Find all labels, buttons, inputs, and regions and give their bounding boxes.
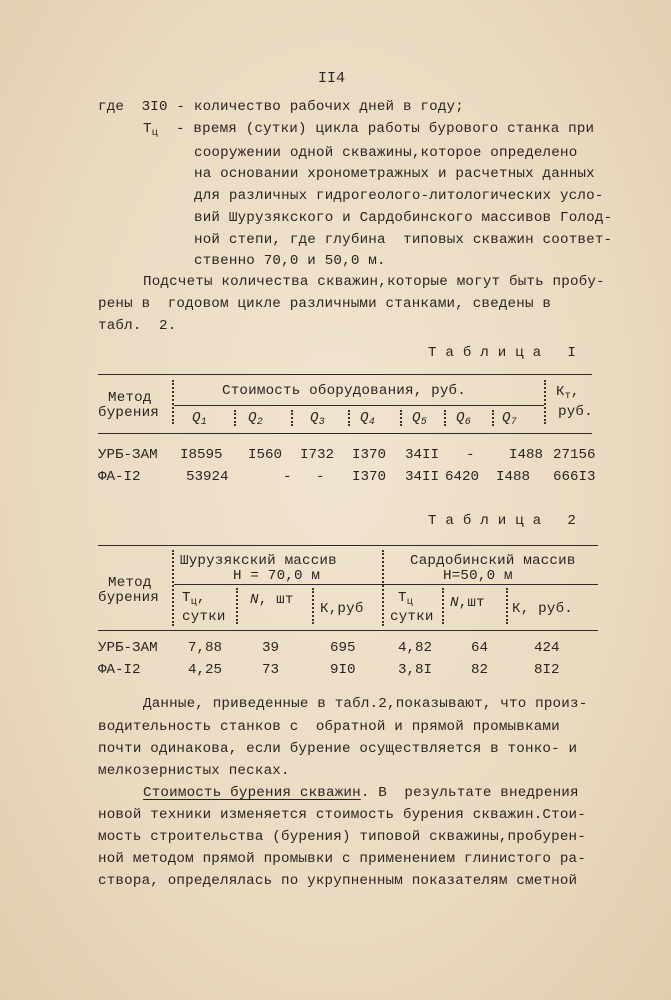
table1-row1-kt: 27156 xyxy=(553,447,596,463)
table2-sub-n2: N,шт xyxy=(450,595,485,611)
table2-row1-n1: 39 xyxy=(262,640,280,656)
table1-caption: Т а б л и ц а I xyxy=(428,345,577,361)
table2-header-method-1: Метод xyxy=(108,575,152,591)
table1-sep-kt xyxy=(544,380,546,424)
table1-col-q4: $Q_4$ xyxy=(360,410,375,428)
table2-row1-tc1: 7,88 xyxy=(188,640,223,656)
table2-subheader-rule xyxy=(174,584,598,585)
cost-section-line-4: ной методом прямой промывки с применением глинистого ра- xyxy=(98,851,586,867)
table2-sep-massif xyxy=(382,550,384,626)
table2-massif1-name: Шурузякский массив xyxy=(180,553,337,569)
definition-tc-line-1: - время (сутки) цикла работы бурового станка при xyxy=(176,121,595,137)
table2-sub-tc1: $T_ц$, xyxy=(182,590,206,608)
page-number: II4 xyxy=(318,70,346,87)
definition-days: где 3I0 - количество рабочих дней в году; xyxy=(98,99,464,115)
cost-section-line-1: Стоимость бурения скважин. В результате внедрения xyxy=(143,785,579,801)
table2-caption: Т а б л и ц а 2 xyxy=(428,513,577,529)
table2-row2-n1: 73 xyxy=(262,662,280,678)
table1-row1-q6: - xyxy=(466,447,475,463)
table1-cost-rule xyxy=(174,405,544,406)
table1-row1-q2: I560 xyxy=(248,447,283,463)
table1-col-q3: $Q_3$ xyxy=(310,410,325,428)
table1-row1-q3: I732 xyxy=(300,447,335,463)
table2-row2-method: ФА-I2 xyxy=(98,662,141,678)
table2-row1-k2: 424 xyxy=(534,640,560,656)
conclusion-line-1: Данные, приведенные в табл.2,показывают, что произ- xyxy=(143,696,588,712)
table2-sep-tc2 xyxy=(442,588,444,624)
cost-section-line-3: мость строительства (бурения) типовой скважины,пробурен- xyxy=(98,829,586,845)
table1-col-q1: $Q_1$ xyxy=(192,410,207,428)
definition-tc-line-7: ственно 70,0 и 50,0 м. xyxy=(194,253,386,269)
table1-sep-q1 xyxy=(234,410,236,426)
table1-sep-q6 xyxy=(492,410,494,426)
table2-header-method-2: бурения xyxy=(98,590,159,606)
table2-row1-method: УРБ-ЗАМ xyxy=(98,640,158,656)
table2-row2-n2: 82 xyxy=(471,662,489,678)
table1-row2-kt: 666I3 xyxy=(553,469,596,485)
table2-header-rule xyxy=(98,630,598,631)
table1-row1-method: УРБ-ЗАМ xyxy=(98,447,158,463)
table2-row1-n2: 64 xyxy=(471,640,489,656)
table2-massif2-depth: H=50,0 м xyxy=(443,568,513,584)
table1-row2-q3: - xyxy=(316,469,325,485)
definition-tc-line-3: на основании хронометражных и расчетных данных xyxy=(194,166,595,182)
table1-col-q2: $Q_2$ xyxy=(248,410,263,428)
intro-line-3: табл. 2. xyxy=(98,318,177,334)
definition-tc-line-5: вий Шурузякского и Сардобинского массивов Голод- xyxy=(194,210,613,226)
table2-sub-tc2: $T_ц$ xyxy=(398,590,413,608)
table1-col-q6: $Q_6$ xyxy=(456,410,471,428)
table2-sep-n2 xyxy=(506,588,508,624)
cost-section-line-5: створа, определялась по укрупненным показателям сметной xyxy=(98,873,578,889)
table1-sep-q5 xyxy=(444,410,446,426)
cost-section-line-2: новой техники изменяется стоимость бурения скважин.Стои- xyxy=(98,807,586,823)
table2-row2-k1: 9I0 xyxy=(330,662,356,678)
table2-sep-tc1 xyxy=(236,588,238,624)
definition-tc-line-2: сооружении одной скважины,которое определено xyxy=(194,145,578,161)
table1-sep-q2 xyxy=(291,410,293,426)
intro-line-1: Подсчеты количества скважин,которые могут быть пробу- xyxy=(143,274,605,290)
cost-section-heading: Стоимость бурения скважин xyxy=(143,785,361,801)
table2-massif1-depth: H = 70,0 м xyxy=(233,568,321,584)
table1-row2-q7: I488 xyxy=(496,469,531,485)
table2-row1-tc2: 4,82 xyxy=(398,640,433,656)
table1-row2-q5: 34II xyxy=(405,469,440,485)
table1-row1-q7: I488 xyxy=(509,447,544,463)
table2-row1-k1: 695 xyxy=(330,640,356,656)
table1-header-cost: Стоимость оборудования, руб. xyxy=(222,383,466,399)
table2-sub-k1: К,руб xyxy=(320,601,364,617)
table1-sep-q4 xyxy=(400,410,402,426)
table2-sub-n1: N, шт xyxy=(250,592,294,608)
table1-row1-q5: 34II xyxy=(405,447,440,463)
table2-row2-tc2: 3,8I xyxy=(398,662,433,678)
table1-header-kt-unit: руб. xyxy=(558,404,593,420)
table2-sub-k2: К, руб. xyxy=(512,601,573,617)
table1-header-kt: $К_т$, xyxy=(556,384,580,402)
table1-top-rule xyxy=(98,374,592,375)
table2-sub-tc2-unit: сутки xyxy=(390,609,434,625)
table1-sep-method xyxy=(172,380,174,424)
table1-sep-q3 xyxy=(348,410,350,426)
table1-row1-q4: I370 xyxy=(352,447,387,463)
table1-header-method-1: Метод xyxy=(108,390,152,406)
conclusion-line-2: водительность станков с обратной и прямой промывками xyxy=(98,719,560,735)
table1-col-q5: $Q_5$ xyxy=(412,410,427,428)
table1-header-method-2: бурения xyxy=(98,405,159,421)
intro-line-2: рены в годовом цикле различными станками, сведены в xyxy=(98,296,552,312)
table1-row2-q4: I370 xyxy=(352,469,387,485)
table1-row2-q1: 53924 xyxy=(186,469,229,485)
conclusion-line-4: мелкозернистых песках. xyxy=(98,763,290,779)
table1-row2-q6: 6420 xyxy=(445,469,480,485)
table1-col-q7: $Q_7$ xyxy=(502,410,517,428)
definition-tc-symbol: $T_ц$ xyxy=(143,121,158,139)
table2-row2-k2: 8I2 xyxy=(534,662,560,678)
table2-sep-method xyxy=(172,550,174,626)
table1-header-rule xyxy=(98,433,592,434)
table2-massif2-name: Сардобинский массив xyxy=(410,553,576,569)
table2-sub-tc1-unit: сутки xyxy=(182,609,226,625)
table1-row2-q2: - xyxy=(283,469,292,485)
table1-row1-q1: I8595 xyxy=(180,447,223,463)
table2-row2-tc1: 4,25 xyxy=(188,662,223,678)
conclusion-line-3: почти одинакова, если бурение осуществляется в тонко- и xyxy=(98,741,578,757)
table1-row2-method: ФА-I2 xyxy=(98,469,141,485)
definition-tc-line-4: для различных гидрогеолого-литологических усло- xyxy=(194,188,604,204)
definition-tc-line-6: ной степи, где глубина типовых скважин соответ- xyxy=(194,232,613,248)
table2-top-rule xyxy=(98,545,598,546)
table2-sep-n1 xyxy=(312,588,314,624)
